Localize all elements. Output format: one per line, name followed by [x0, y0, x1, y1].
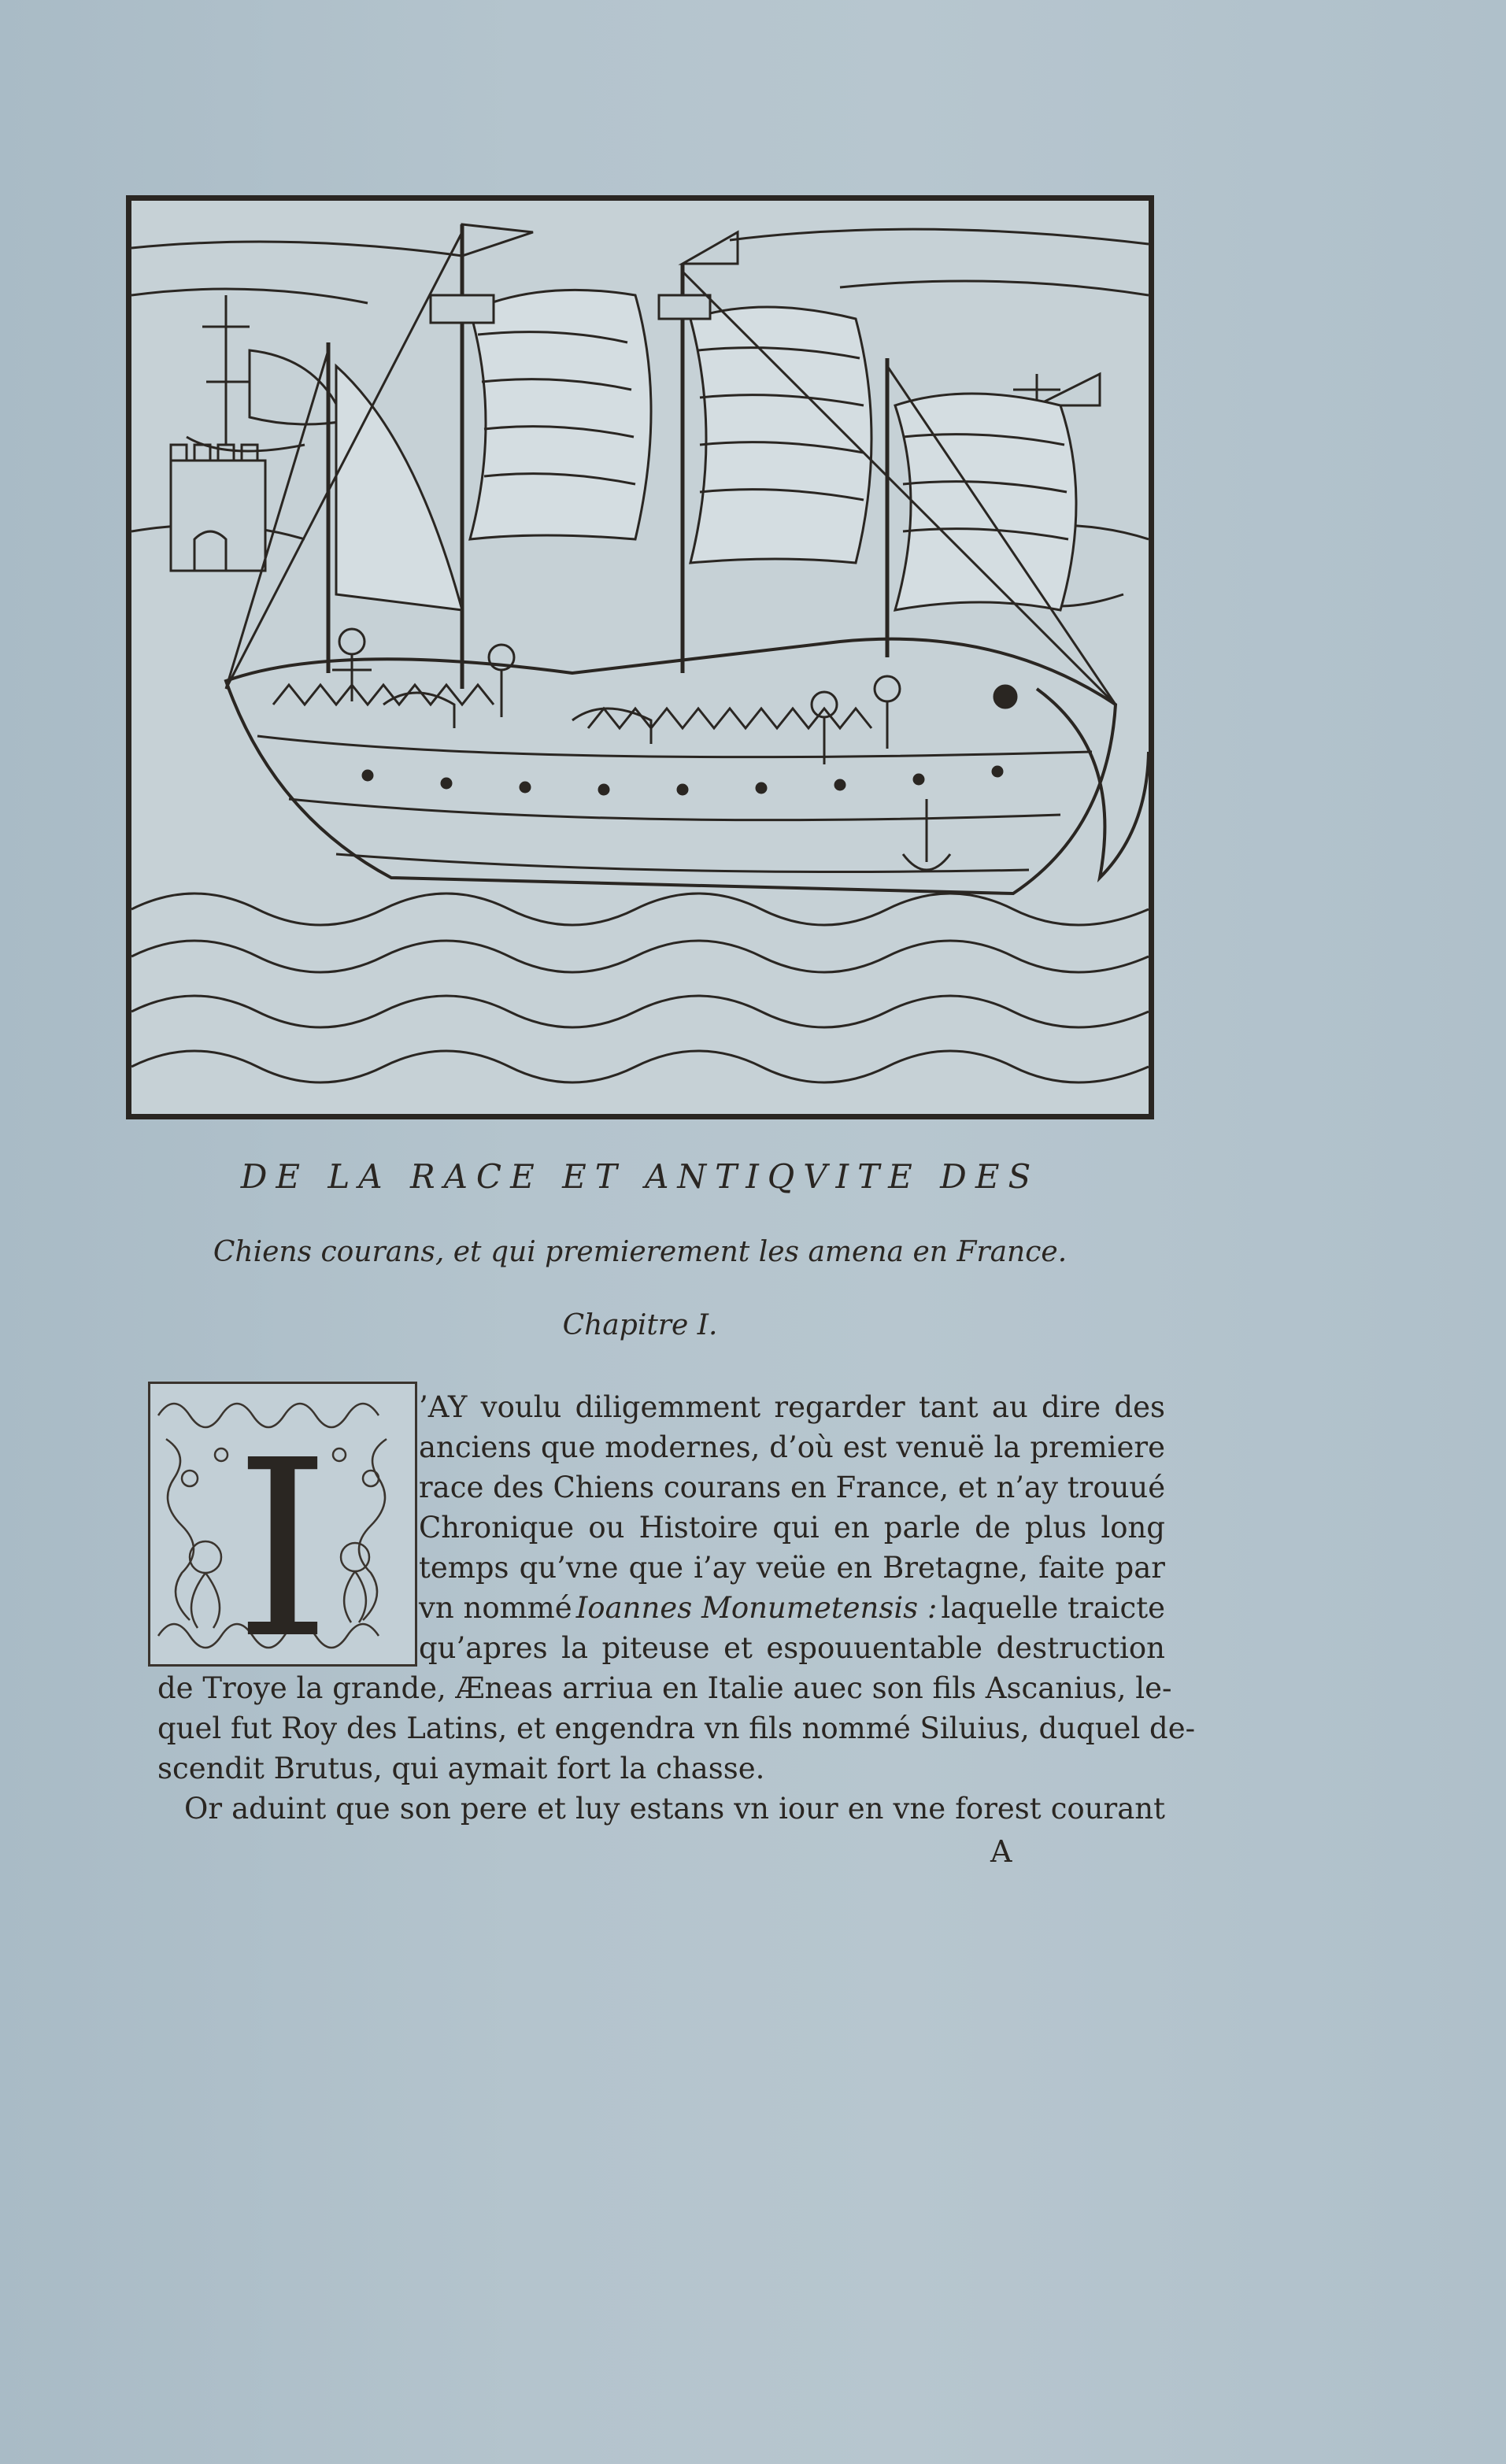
text-line-6-start: vn nommé — [419, 1591, 572, 1625]
ship-woodcut-illustration — [126, 195, 1154, 1119]
text-line-2: anciens que modernes, d’où est venuë la premiere — [419, 1430, 1165, 1464]
initial-glyph: I — [234, 1408, 331, 1664]
text-line-9: quel fut Roy des Latins, et engendra vn fils nommé Siluius, duquel de- — [157, 1711, 1196, 1745]
signature-mark: A — [990, 1834, 1012, 1869]
text-line-3: race des Chiens courans en France, et n’ay trouué — [419, 1471, 1166, 1504]
text-line-11: Or aduint que son pere et luy estans vn iour en vne forest courant — [184, 1792, 1165, 1826]
text-line-6 — [419, 1590, 1165, 1626]
author-name-italic: Ioannes Monumetensis : — [575, 1591, 938, 1625]
chapter-number: Chapitre I. — [562, 1309, 718, 1341]
decorated-initial-letter — [148, 1382, 417, 1667]
text-line-4: Chronique ou Histoire qui en parle de plus long — [419, 1511, 1165, 1545]
text-line-6-end: laquelle traicte — [941, 1591, 1165, 1625]
text-line-10: scendit Brutus, qui aymait fort la chasse. — [157, 1752, 765, 1785]
text-line-8: de Troye la grande, Æneas arriua en Italie auec son fils Ascanius, le- — [157, 1671, 1172, 1705]
chapter-subtitle: Chiens courans, et qui premierement les amena en France. — [213, 1236, 1068, 1268]
text-line-5: temps qu’vne que i’ay veüe en Bretagne, faite par — [419, 1551, 1165, 1585]
text-line-1: ’AY voulu diligemment regarder tant au dire des — [419, 1390, 1165, 1424]
text-line-7: qu’apres la piteuse et espouuentable destruction — [419, 1631, 1165, 1665]
chapter-title: DE LA RACE ET ANTIQVITE DES — [240, 1157, 1040, 1196]
